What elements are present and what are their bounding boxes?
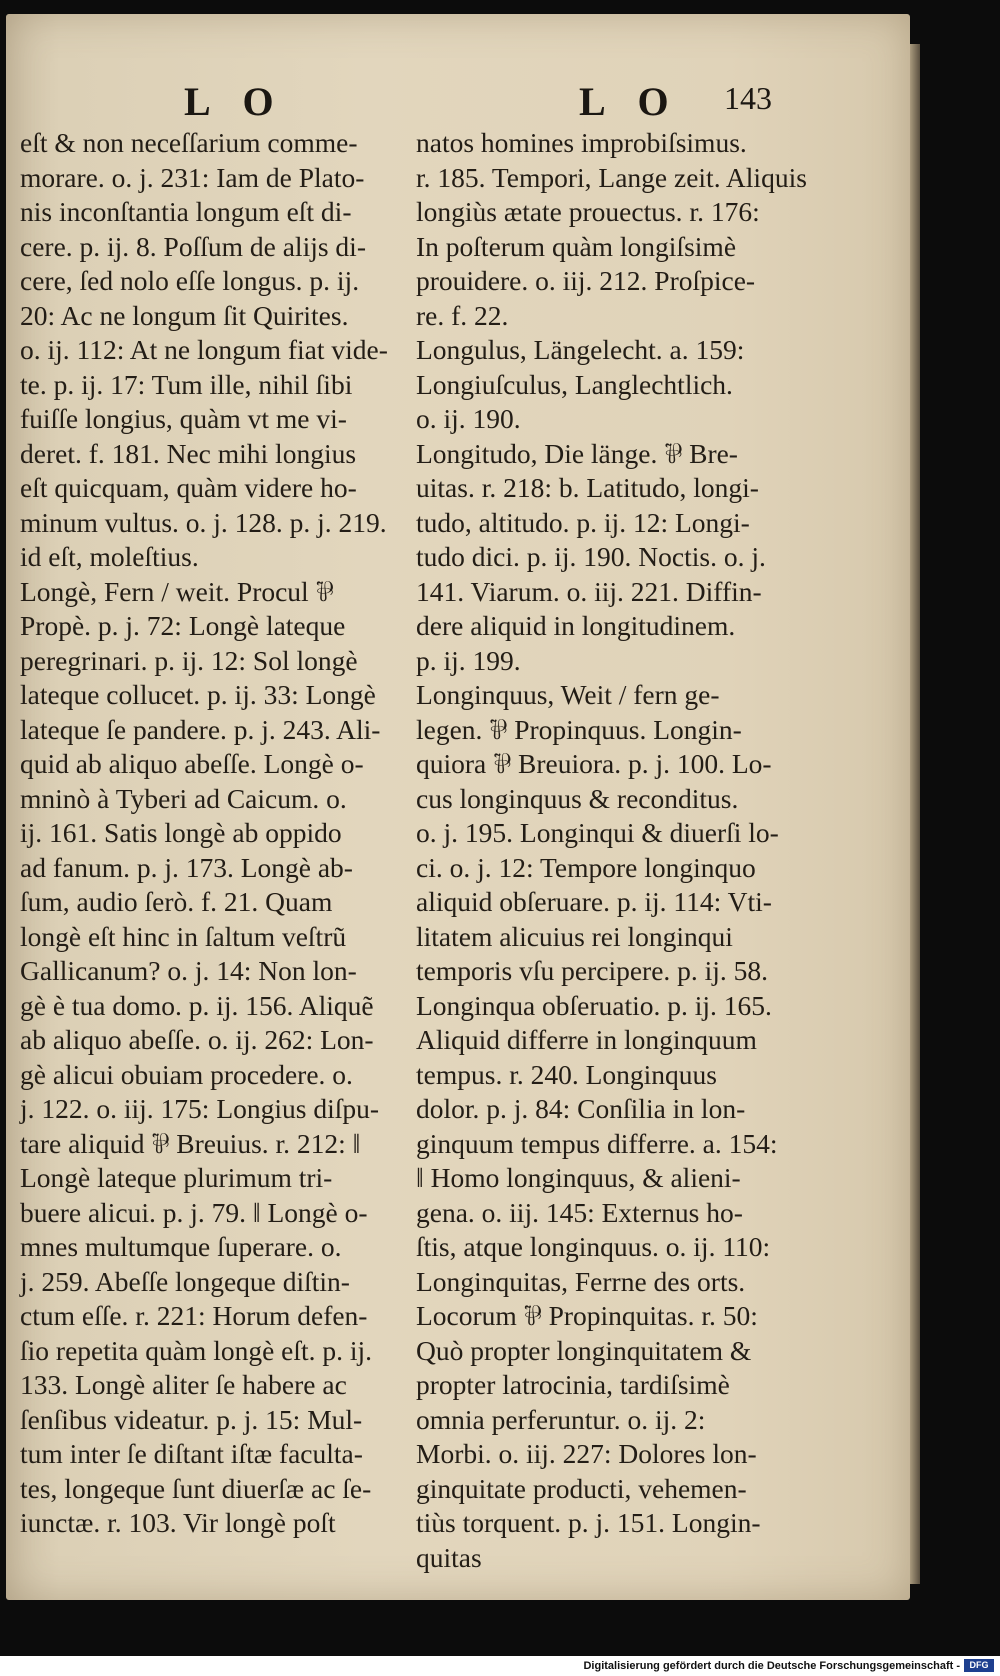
left-column-line: longè eſt hinc in ſaltum veſtrũ (20, 920, 347, 952)
right-column-line: tiùs torquent. p. j. 151. Longin- (416, 1507, 761, 1538)
left-column-line: j. 122. o. iij. 175: Longius diſpu- (20, 1093, 380, 1124)
right-column-line: omnia perferuntur. o. ij. 2: (416, 1403, 706, 1435)
right-column-line: ‖ Homo longinquus, & alieni- (416, 1162, 741, 1193)
right-column-line: ſtis, atque longinquus. o. ij. 110: (416, 1231, 771, 1262)
left-column-line: cere. p. ij. 8. Poſſum de alijs di- (20, 230, 366, 262)
right-column-line: Longinqua obſeruatio. p. ij. 165. (416, 989, 772, 1021)
left-column-line: cere, ſed nolo eſſe longus. p. ij. (20, 265, 360, 296)
right-column-line: In poſterum quàm longiſsimè (416, 230, 737, 262)
right-column-line: prouidere. o. iij. 212. Proſpice- (416, 265, 756, 296)
left-text-column (20, 126, 412, 1541)
right-column-line: temporis vſu percipere. p. ij. 58. (416, 955, 769, 986)
right-column-line: Aliquid differre in longinquum (416, 1024, 757, 1055)
left-column-line: gè è tua domo. p. ij. 156. Aliquẽ (20, 989, 374, 1021)
right-column-line: legen. ⅌ Propinquus. Longin- (416, 713, 742, 745)
right-column-line: longiùs ætate prouectus. r. 176: (416, 196, 760, 227)
left-column-line: id eſt, moleſtius. (20, 541, 199, 572)
left-column-line: quid ab aliquo abeſſe. Longè o- (20, 748, 364, 779)
right-column-line: aliquid obſeruare. p. ij. 114: Vti- (416, 886, 772, 917)
left-column-line: Longè, Fern / weit. Procul ⅌ (20, 575, 334, 607)
right-column-line: ci. o. j. 12: Tempore longinquo (416, 851, 756, 883)
right-column-line: gena. o. iij. 145: Externus ho- (416, 1196, 743, 1228)
funding-credit: Digitalisierung gefördert durch die Deutsche Forschungsgemeinschaft - (583, 1660, 960, 1672)
left-column-line: ſio repetita quàm longè eſt. p. ij. (20, 1334, 373, 1366)
left-column-line: 20: Ac ne longum ſit Quirites. (20, 299, 349, 331)
left-running-head: L O (184, 79, 286, 124)
right-column-line: propter latrocinia, tardiſsimè (416, 1369, 730, 1400)
right-column-line: dolor. p. j. 84: Conſilia in lon- (416, 1093, 746, 1124)
left-column-line: mninò à Tyberi ad Caicum. o. (20, 782, 347, 814)
right-column-line: tudo, altitudo. p. ij. 12: Longi- (416, 506, 750, 538)
left-column-line: iunctæ. r. 103. Vir longè poſt (20, 1507, 336, 1538)
left-column-line: o. ij. 112: At ne longum fiat vide- (20, 334, 388, 365)
left-column-line: lateque collucet. p. ij. 33: Longè (20, 679, 376, 710)
right-column-line: Locorum ⅌ Propinquitas. r. 50: (416, 1300, 758, 1331)
left-column-line: minum vultus. o. j. 128. p. j. 219. (20, 506, 387, 538)
right-column-line: Quò propter longinquitatem & (416, 1334, 752, 1366)
left-column-line: morare. o. j. 231: Iam de Plato- (20, 161, 365, 193)
right-column-line: re. f. 22. (416, 299, 509, 331)
right-column-line: litatem alicuius rei longinqui (416, 920, 733, 952)
left-column-line: Longè lateque plurimum tri- (20, 1162, 333, 1193)
left-column-line: mnes multumque ſuperare. o. (20, 1231, 342, 1262)
right-text-column (416, 126, 826, 1575)
right-column-line: Longulus, Längelecht. a. 159: (416, 334, 745, 365)
page-edge (910, 44, 920, 1584)
left-column-line: tare aliquid ⅌ Breuius. r. 212: ‖ (20, 1127, 361, 1159)
right-column-line: Morbi. o. iij. 227: Dolores lon- (416, 1438, 757, 1469)
left-column-line: fuiſſe longius, quàm vt me vi- (20, 403, 347, 434)
left-column-line: j. 259. Abeſſe longeque diſtin- (20, 1265, 350, 1297)
right-column-line: quitas (416, 1541, 482, 1573)
right-column-line: Longinquus, Weit / fern ge- (416, 679, 720, 710)
left-column-line: tes, longeque ſunt diuerſæ ac ſe- (20, 1472, 372, 1504)
right-column-line: ginquitate producti, vehemen- (416, 1472, 747, 1504)
right-column-line: dere aliquid in longitudinem. (416, 610, 736, 641)
left-column-line: te. p. ij. 17: Tum ille, nihil ſibi (20, 368, 353, 400)
right-column-line: uitas. r. 218: b. Latitudo, longi- (416, 472, 759, 503)
dfg-logo: DFG (964, 1659, 994, 1672)
right-column-line: Longitudo, Die länge. ⅌ Bre- (416, 437, 738, 469)
right-column-line: o. ij. 190. (416, 403, 521, 434)
right-column-line: quiora ⅌ Breuiora. p. j. 100. Lo- (416, 748, 772, 779)
right-column-line: tempus. r. 240. Longinquus (416, 1058, 717, 1090)
left-column-line: ad fanum. p. j. 173. Longè ab- (20, 851, 353, 883)
left-column-line: ſum, audio ſerò. f. 21. Quam (20, 886, 333, 917)
left-column-line: ctum eſſe. r. 221: Horum defen- (20, 1300, 368, 1331)
left-column-line: nis inconſtantia longum eſt di- (20, 196, 352, 227)
right-running-head: L O (579, 79, 681, 124)
left-column-line: tum inter ſe diſtant iſtæ faculta- (20, 1438, 363, 1469)
left-column-line: ab aliquo abeſſe. o. ij. 262: Lon- (20, 1024, 374, 1055)
running-header (6, 78, 910, 126)
right-column-line: natos homines improbiſsimus. (416, 127, 747, 158)
right-column-line: 141. Viarum. o. iij. 221. Diffin- (416, 575, 762, 607)
left-column-line: ij. 161. Satis longè ab oppido (20, 817, 342, 848)
book-page (6, 14, 910, 1600)
left-column-line: 133. Longè aliter ſe habere ac (20, 1369, 347, 1400)
right-column-line: r. 185. Tempori, Lange zeit. Aliquis (416, 161, 807, 193)
left-column-line: Gallicanum? o. j. 14: Non lon- (20, 955, 357, 986)
left-column-line: eſt & non neceſſarium comme- (20, 127, 358, 158)
left-column-line: ſenſibus videatur. p. j. 15: Mul- (20, 1403, 363, 1435)
left-column-line: gè alicui obuiam procedere. o. (20, 1058, 353, 1090)
right-column-line: cus longinquus & reconditus. (416, 782, 739, 814)
right-column-line: Longinquitas, Ferrne des orts. (416, 1265, 746, 1297)
left-column-line: buere alicui. p. j. 79. ‖ Longè o- (20, 1196, 368, 1228)
right-column-line: tudo dici. p. ij. 190. Noctis. o. j. (416, 541, 766, 572)
left-column-line: eſt quicquam, quàm videre ho- (20, 472, 357, 503)
right-column-line: Longiuſculus, Langlechtlich. (416, 368, 733, 400)
page-number: 143 (724, 80, 772, 116)
digitization-footer (0, 1656, 1000, 1676)
left-column-line: peregrinari. p. ij. 12: Sol longè (20, 644, 358, 676)
left-column-line: Propè. p. j. 72: Longè lateque (20, 610, 346, 641)
right-column-line: ginquum tempus differre. a. 154: (416, 1127, 778, 1159)
left-column-line: lateque ſe pandere. p. j. 243. Ali- (20, 713, 381, 745)
left-column-line: deret. f. 181. Nec mihi longius (20, 437, 357, 469)
right-column-line: o. j. 195. Longinqui & diuerſi lo- (416, 817, 779, 848)
right-column-line: p. ij. 199. (416, 644, 521, 676)
